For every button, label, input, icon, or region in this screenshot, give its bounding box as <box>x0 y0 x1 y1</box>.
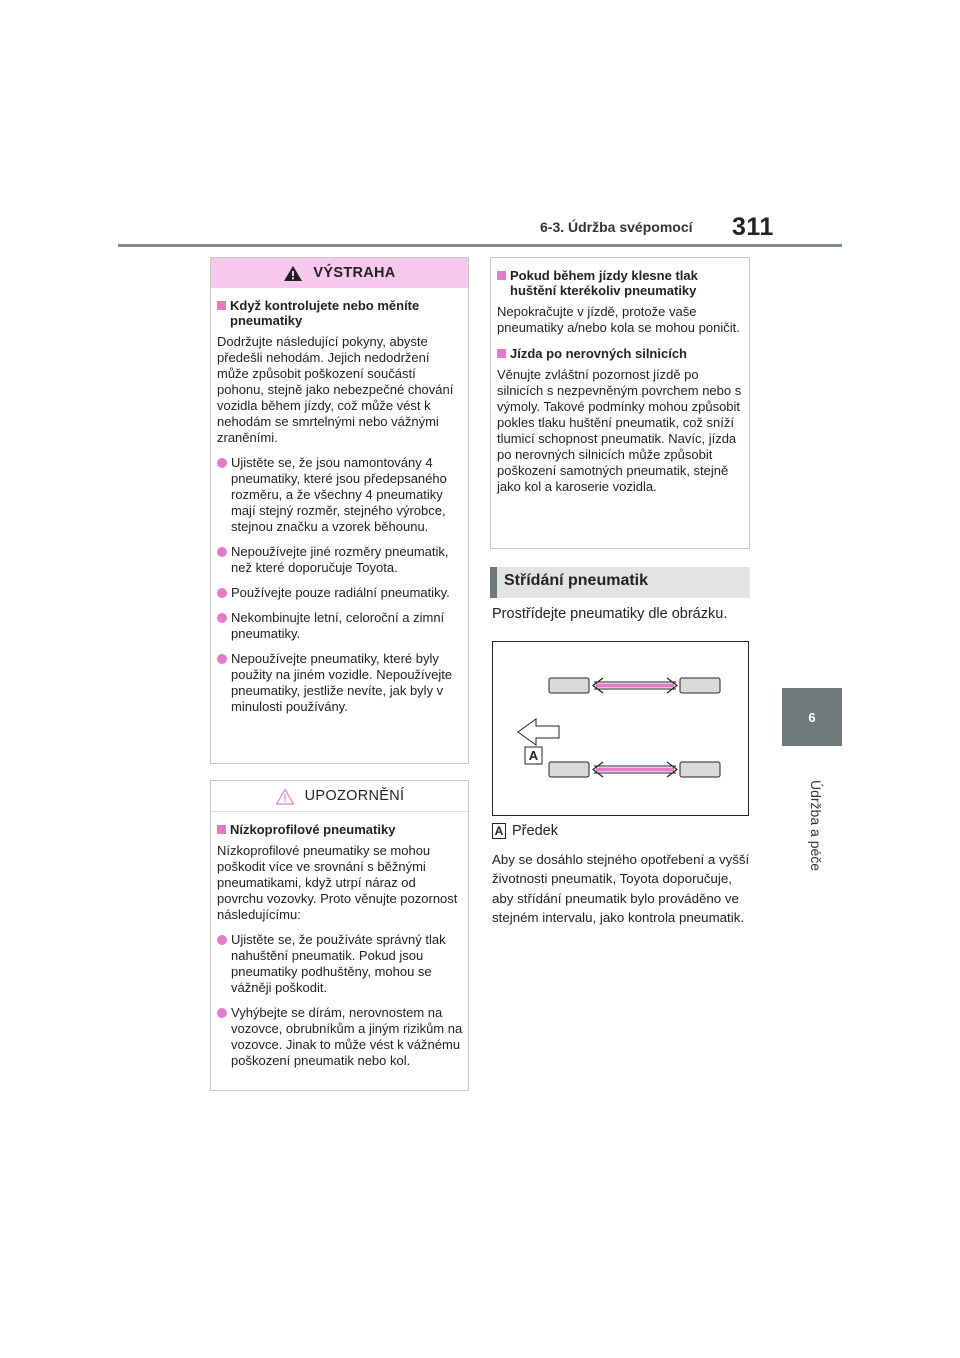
rotation-description: Aby se dosáhlo stejného opotřebení a vyšší životnosti pneumatik, Toyota doporučuje, aby střídání pneumatik bylo prováděno ve stejném intervalu, jako kontrola pneumatik. <box>492 852 750 925</box>
info-box <box>490 257 750 549</box>
swap-arrow-front <box>593 678 677 693</box>
list-item: Ujistěte se, že jsou namontovány 4 pneumatiky, které jsou předepsaného rozměru, a že všechny 4 pneumatiky mají stejný rozměr, stejného výrobce, stejnou značku a vzorek běhounu. <box>217 455 463 535</box>
list-item: Nepoužívejte jiné rozměry pneumatik, než které doporučuje Toyota. <box>217 544 463 576</box>
front-direction-arrow-icon <box>518 719 559 745</box>
tire-rotation-diagram <box>492 641 749 816</box>
tire-rotation-illustration <box>493 642 748 815</box>
rotation-instruction: Prostřídejte pneumatiky dle obrázku. <box>492 606 728 622</box>
info-text: Nepokračujte v jízdě, protože vaše pneumatiky a/nebo kola se mohou poničit. <box>497 304 740 335</box>
warning-intro: Dodržujte následující pokyny, abyste předešli nehodám. Jejich nedodržení může způsobit poškození součástí pohonu, stejně jako nebezpečné chování vozidla během jízdy, což může vést k nehodám se smrtelnými nebo vážnými zraněními. <box>217 334 454 445</box>
info-heading: Pokud během jízdy klesne tlak huštění kterékoliv pneumatiky <box>497 268 744 298</box>
list-item: Ujistěte se, že používáte správný tlak nahuštění pneumatik. Pokud jsou pneumatiky podhuštěny, mohou se vážněji poškodit. <box>217 932 463 996</box>
tire-rear-right <box>680 762 720 777</box>
header-divider <box>118 244 842 247</box>
caution-triangle-icon <box>275 788 295 805</box>
caution-heading: Nízkoprofilové pneumatiky <box>217 822 463 837</box>
diagram-legend <box>492 823 558 839</box>
caution-header <box>211 781 468 812</box>
chapter-label: Údržba a péče <box>808 780 824 872</box>
warning-header <box>211 258 468 288</box>
section-heading-accent <box>490 567 497 598</box>
chapter-tab[interactable]: 6 <box>782 688 842 746</box>
list-item: Nepoužívejte pneumatiky, které byly použity na jiném vozidle. Nepoužívejte pneumatiky, jestliže nevíte, jak byly v minulosti používány. <box>217 651 463 715</box>
warning-box <box>210 257 469 764</box>
info-heading: Jízda po nerovných silnicích <box>497 346 744 361</box>
label-a: A <box>528 748 539 763</box>
warning-heading: Když kontrolujete nebo měníte pneumatiky <box>217 298 463 328</box>
legend-text: Předek <box>512 823 558 839</box>
page-number: 311 <box>732 213 774 241</box>
section-heading: Střídání pneumatik <box>504 572 649 589</box>
info-text: Věnujte zvláštní pozornost jízdě po silnicích s nezpevněným povrchem nebo s výmoly. Takové podmínky mohou způsobit pokles tlaku huštění pneumatik, což sníží tlumicí schopnost pneumatik. Navíc, jízda po nerovných silnicích může způsobit poškození samotných pneumatik, stejně jako kol a karoserie vozidla. <box>497 367 742 494</box>
list-item: Používejte pouze radiální pneumatiky. <box>217 585 463 601</box>
list-item: Nekombinujte letní, celoroční a zimní pneumatiky. <box>217 610 463 642</box>
warning-triangle-icon <box>283 265 303 282</box>
list-item: Vyhýbejte se dírám, nerovnostem na vozovce, obrubníkům a jiným rizikům na vozovce. Jinak to může vést k vážnému poškození pneumatik nebo kol. <box>217 1005 463 1069</box>
caution-box <box>210 780 469 1091</box>
tire-front-right <box>680 678 720 693</box>
warning-title: VÝSTRAHA <box>313 265 396 281</box>
tire-rear-left <box>549 762 589 777</box>
swap-arrow-rear <box>593 762 677 777</box>
section-title: 6-3. Údržba svépomocí <box>540 219 693 235</box>
legend-key: A <box>492 823 506 839</box>
caution-title: UPOZORNĚNÍ <box>304 788 405 804</box>
tire-front-left <box>549 678 589 693</box>
caution-intro: Nízkoprofilové pneumatiky se mohou poškodit více ve srovnání s běžnými pneumatikami, když utrpí náraz od povrchu vozovky. Proto věnujte pozornost následujícímu: <box>217 843 458 922</box>
